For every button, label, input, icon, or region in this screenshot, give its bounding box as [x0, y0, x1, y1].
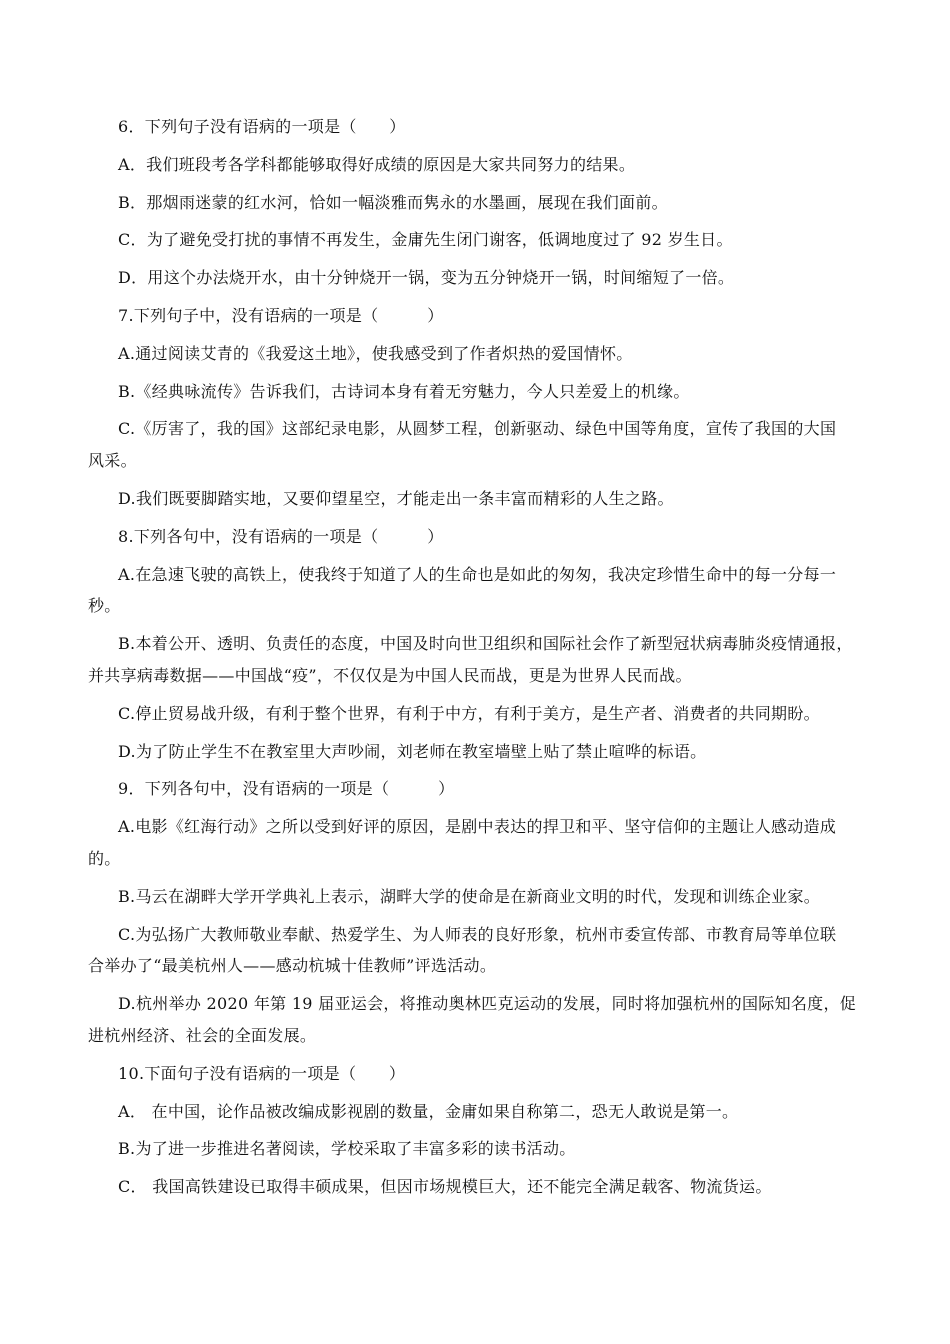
question-6-option-c: C．为了避免受打扰的事情不再发生，金庸先生闭门谢客，低调地度过了 92 岁生日。: [118, 230, 733, 250]
question-10-option-a: A． 在中国，论作品被改编成影视剧的数量，金庸如果自称第二，恐无人敢说是第一。: [118, 1101, 739, 1121]
question-9-option-c-continued: 合举办了“最美杭州人——感动杭城十佳教师”评选活动。: [88, 956, 497, 976]
question-8-stem: 8.下列各句中，没有语病的一项是（ ）: [118, 526, 444, 546]
question-8-option-c: C.停止贸易战升级，有利于整个世界，有利于中方，有利于美方，是生产者、消费者的共同期盼。: [118, 703, 820, 723]
question-7-option-d: D.我们既要脚踏实地，又要仰望星空，才能走出一条丰富而精彩的人生之路。: [118, 488, 674, 508]
question-8-option-a: A.在急速飞驶的高铁上，使我终于知道了人的生命也是如此的匆匆，我决定珍惜生命中的每一分每一: [118, 564, 837, 584]
question-7-option-a: A.通过阅读艾青的《我爱这土地》，使我感受到了作者炽热的爱国情怀。: [118, 343, 633, 363]
question-6-option-a: A．我们班段考各学科都能够取得好成绩的原因是大家共同努力的结果。: [118, 154, 636, 174]
question-8-option-d: D.为了防止学生不在教室里大声吵闹，刘老师在教室墙壁上贴了禁止喧哗的标语。: [118, 741, 707, 761]
question-9-option-a-continued: 的。: [88, 848, 121, 868]
question-7-option-c-continued: 风采。: [88, 451, 137, 471]
question-10-option-b: B.为了进一步推进名著阅读，学校采取了丰富多彩的读书活动。: [118, 1139, 576, 1159]
question-6-option-b: B．那烟雨迷蒙的红水河，恰如一幅淡雅而隽永的水墨画，展现在我们面前。: [118, 192, 668, 212]
question-9-option-b: B.马云在湖畔大学开学典礼上表示，湖畔大学的使命是在新商业文明的时代，发现和训练企业家。: [118, 886, 821, 906]
question-8-option-a-continued: 秒。: [88, 596, 121, 616]
question-6-option-d: D．用这个办法烧开水，由十分钟烧开一锅，变为五分钟烧开一锅，时间缩短了一倍。: [118, 268, 735, 288]
question-9-stem: 9．下列各句中，没有语病的一项是（ ）: [118, 779, 455, 799]
question-list: [88, 116, 868, 1214]
question-10-option-c: C． 我国高铁建设已取得丰硕成果，但因市场规模巨大，还不能完全满足载客、物流货运。: [118, 1177, 772, 1197]
question-7-option-b: B.《经典咏流传》告诉我们，古诗词本身有着无穷魅力，今人只差爱上的机缘。: [118, 381, 690, 401]
question-6-stem: 6．下列句子没有语病的一项是（ ）: [118, 117, 406, 136]
question-9-option-a: A.电影《红海行动》之所以受到好评的原因，是剧中表达的捍卫和平、坚守信仰的主题让人感动造成: [118, 817, 837, 837]
question-9-option-d: D.杭州举办 2020 年第 19 届亚运会，将推动奥林匹克运动的发展，同时将加强杭州的国际知名度，促: [118, 994, 857, 1014]
question-8-option-b-continued: 并共享病毒数据——中国战“疫”，不仅仅是为中国人民而战，更是为世界人民而战。: [88, 665, 692, 685]
question-7-stem: 7.下列句子中，没有语病的一项是（ ）: [118, 305, 444, 325]
question-10-stem: 10.下面句子没有语病的一项是（ ）: [118, 1063, 406, 1083]
question-9-option-d-continued: 进杭州经济、社会的全面发展。: [88, 1025, 317, 1045]
question-7-option-c: C.《厉害了，我的国》这部纪录电影，从圆梦工程，创新驱动、绿色中国等角度，宣传了我国的大国: [118, 419, 837, 439]
question-9-option-c: C.为弘扬广大教师敬业奉献、热爱学生、为人师表的良好形象，杭州市委宣传部、市教育局等单位联: [118, 924, 837, 944]
question-8-option-b: B.本着公开、透明、负责任的态度，中国及时向世卫组织和国际社会作了新型冠状病毒肺炎疫情通报，: [118, 634, 853, 654]
